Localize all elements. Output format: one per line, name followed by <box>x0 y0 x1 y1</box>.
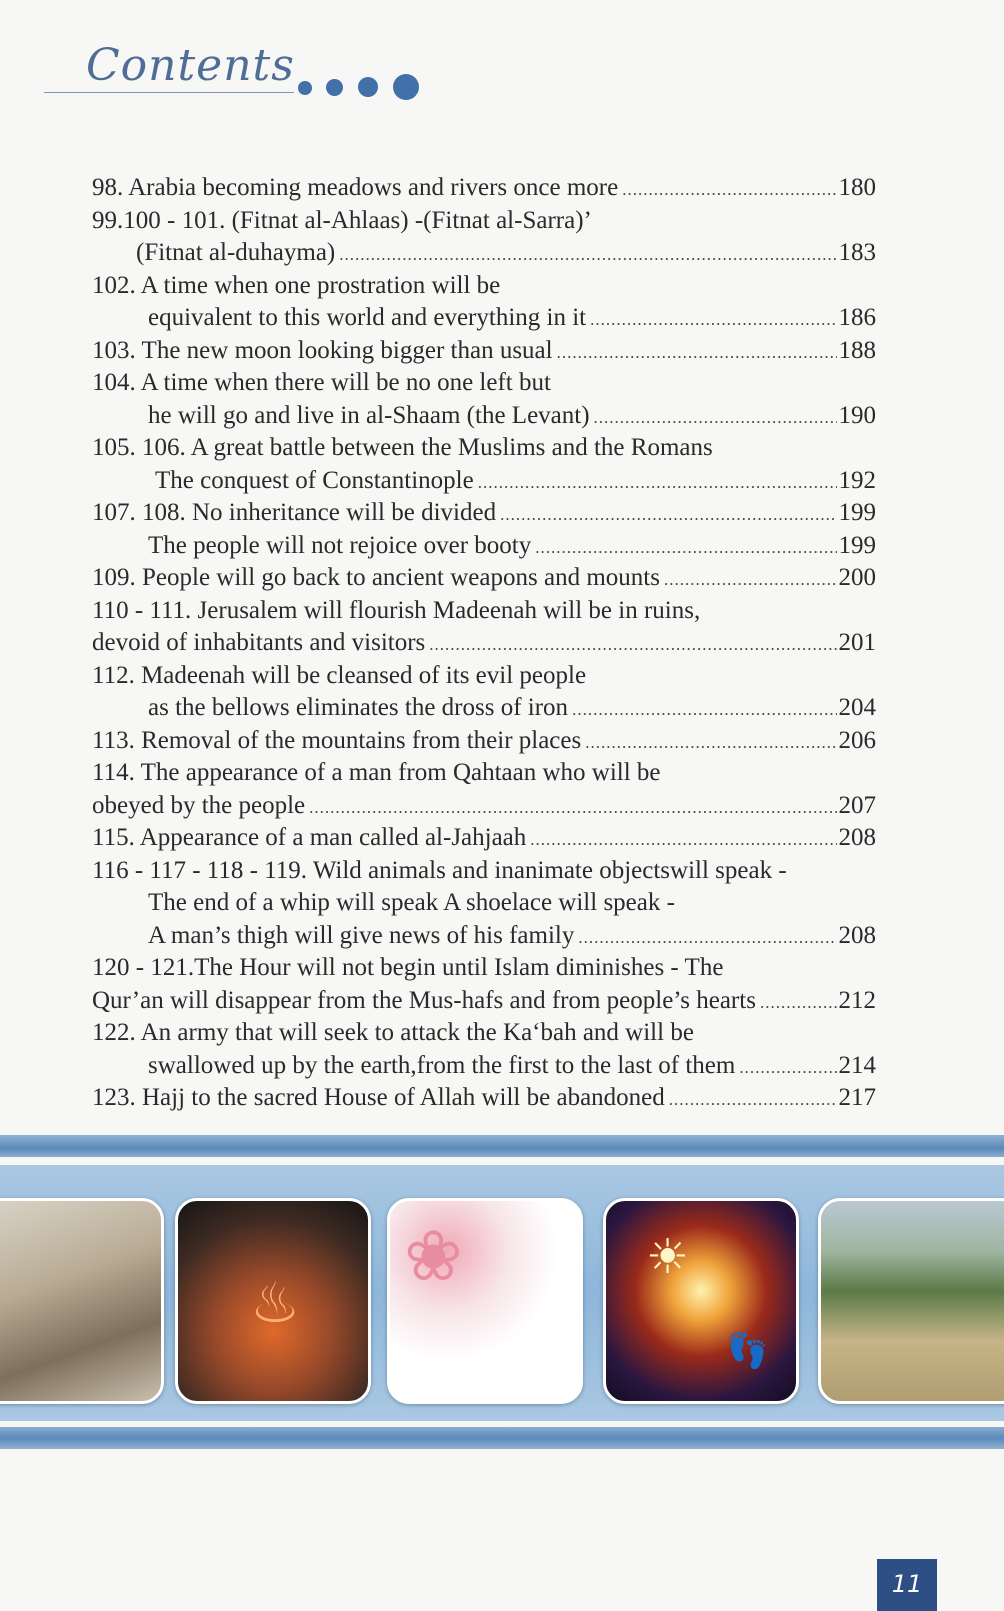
toc-page-number: 199 <box>838 499 876 526</box>
dot-leader <box>572 694 836 727</box>
rose-petals-photo <box>387 1198 583 1404</box>
toc-entry-text: devoid of inhabitants and visitors <box>92 629 426 656</box>
toc-entry-text: 98. Arabia becoming meadows and rivers once more <box>92 174 619 201</box>
toc-entry-text: The end of a whip will speak A shoelace will speak - <box>148 889 675 916</box>
toc-entry-text: 110 - 111. Jerusalem will flourish Madeenah will be in ruins, <box>92 596 701 624</box>
toc-entry-text: Qur’an will disappear from the Mus-hafs and from people’s hearts <box>92 986 756 1014</box>
flood-village-photo <box>818 1198 1004 1404</box>
toc-page-number: 206 <box>838 726 876 754</box>
collapsed-building-photo <box>0 1198 164 1404</box>
toc-entry <box>92 1017 876 1050</box>
toc-entry <box>92 952 876 985</box>
dot-leader <box>339 239 836 272</box>
toc-page-number: 212 <box>838 986 876 1014</box>
toc-page-number: 214 <box>838 1051 876 1079</box>
toc-entry-text: 115. Appearance of a man called al-Jahjaah <box>92 824 527 851</box>
dot-leader <box>669 1084 837 1117</box>
toc-entry-text: 123. Hajj to the sacred House of Allah will be abandoned <box>92 1084 665 1111</box>
toc-entry <box>92 302 876 335</box>
page-number-badge: 11 <box>877 1559 937 1611</box>
toc-entry <box>92 920 876 953</box>
toc-entry <box>92 757 876 790</box>
toc-entry-text: (Fitnat al-duhayma) <box>136 239 336 266</box>
decor-dot-icon <box>358 77 378 97</box>
decor-dot-icon <box>326 79 343 96</box>
toc-entry-text: 104. A time when there will be no one left but <box>92 369 551 396</box>
dot-leader <box>309 792 836 825</box>
dot-leader <box>429 629 836 662</box>
toc-entry-text: 116 - 117 - 118 - 119. Wild animals and inanimate objectswill speak - <box>92 856 787 884</box>
toc-page-number: 208 <box>838 921 876 949</box>
burning-hand-photo <box>175 1198 371 1404</box>
toc-entry-text: 99.100 - 101. (Fitnat al-Ahlaas) -(Fitnat al-Sarra)’ <box>92 206 592 234</box>
toc-entry <box>92 172 876 205</box>
toc-entry-text: 122. An army that will seek to attack the Ka‘bah and will be <box>92 1019 694 1046</box>
toc-entry-text: equivalent to this world and everything in it <box>148 304 587 331</box>
toc-entry-text: 102. A time when one prostration will be <box>92 271 501 299</box>
toc-entry-text: 109. People will go back to ancient weapons and mounts <box>92 564 660 591</box>
dot-leader <box>530 824 836 857</box>
toc-entry <box>92 465 876 498</box>
storm-explosion-photo <box>603 1198 799 1404</box>
toc-entry <box>92 205 876 238</box>
toc-page-number: 208 <box>838 824 876 851</box>
toc-page-number: 190 <box>838 401 876 429</box>
toc-page-number: 207 <box>838 791 876 819</box>
toc-entry-text: 105. 106. A great battle between the Muslims and the Romans <box>92 434 713 461</box>
footprint-icon: 👣 <box>726 1331 769 1371</box>
toc-entry-text: A man’s thigh will give news of his family <box>148 921 575 949</box>
toc-entry-text: obeyed by the people <box>92 791 306 819</box>
dot-leader <box>594 402 837 435</box>
toc-page-number: 200 <box>838 564 876 591</box>
toc-entry <box>92 432 876 465</box>
toc-page-number: 217 <box>838 1084 876 1111</box>
toc-entry-text: 107. 108. No inheritance will be divided <box>92 499 497 526</box>
toc-entry <box>92 400 876 433</box>
toc-entry <box>92 530 876 563</box>
toc-entry-text: The people will not rejoice over booty <box>148 531 532 559</box>
toc-entry <box>92 595 876 628</box>
toc-entry <box>92 237 876 270</box>
dot-leader <box>585 727 836 760</box>
toc-entry <box>92 692 876 725</box>
toc-page-number: 204 <box>838 694 876 721</box>
dot-leader <box>590 304 836 337</box>
toc-entry <box>92 1050 876 1083</box>
toc-entry <box>92 822 876 855</box>
toc-page-number: 180 <box>838 174 876 201</box>
dot-leader <box>500 499 836 532</box>
dot-leader <box>760 987 837 1020</box>
band-stripe-top <box>0 1135 1004 1157</box>
dot-leader <box>535 532 836 565</box>
toc-entry-text: he will go and live in al-Shaam (the Levant) <box>148 401 590 429</box>
toc-entry <box>92 887 876 920</box>
toc-entry <box>92 335 876 368</box>
dot-leader <box>739 1052 836 1085</box>
toc-entry-text: 112. Madeenah will be cleansed of its evil people <box>92 661 587 689</box>
toc-entry <box>92 985 876 1018</box>
toc-entry <box>92 725 876 758</box>
dot-leader <box>478 467 837 500</box>
toc-entry-text: 103. The new moon looking bigger than usual <box>92 336 553 364</box>
toc-entry <box>92 790 876 823</box>
decor-dot-icon <box>298 81 312 95</box>
toc-entry-text: as the bellows eliminates the dross of iron <box>148 694 569 721</box>
toc-entry <box>92 497 876 530</box>
band-stripe-bottom <box>0 1427 1004 1449</box>
page-title: Contents <box>86 40 295 91</box>
dot-leader <box>622 174 836 207</box>
toc-page-number: 192 <box>838 466 876 494</box>
decor-dot-icon <box>393 74 419 100</box>
toc-entry-text: 120 - 121.The Hour will not begin until Islam diminishes - The <box>92 954 724 981</box>
toc-page-number: 186 <box>838 304 876 331</box>
toc-entry-text: The conquest of Constantinople <box>155 466 474 494</box>
title-underline <box>44 92 294 93</box>
toc-entry <box>92 627 876 660</box>
toc-entry-text: swallowed up by the earth,from the first to the last of them <box>148 1051 736 1079</box>
toc-page-number: 199 <box>838 531 876 559</box>
toc-entry <box>92 855 876 888</box>
dot-leader <box>578 922 836 955</box>
lightning-icon: ☀ <box>646 1229 690 1285</box>
contents-header <box>44 40 464 110</box>
dot-leader <box>664 564 837 597</box>
toc-page-number: 183 <box>838 239 876 266</box>
toc-entry <box>92 367 876 400</box>
toc-entry-text: 114. The appearance of a man from Qahtaan who will be <box>92 759 661 786</box>
table-of-contents <box>92 172 876 1115</box>
toc-entry <box>92 562 876 595</box>
toc-entry <box>92 270 876 303</box>
toc-entry <box>92 1082 876 1115</box>
toc-entry <box>92 660 876 693</box>
toc-page-number: 201 <box>838 629 876 656</box>
toc-page-number: 188 <box>838 336 876 364</box>
dot-leader <box>557 337 837 370</box>
rose-icon: ❀ <box>404 1215 463 1297</box>
flame-icon: ♨ <box>250 1271 301 1336</box>
toc-entry-text: 113. Removal of the mountains from their places <box>92 726 582 754</box>
